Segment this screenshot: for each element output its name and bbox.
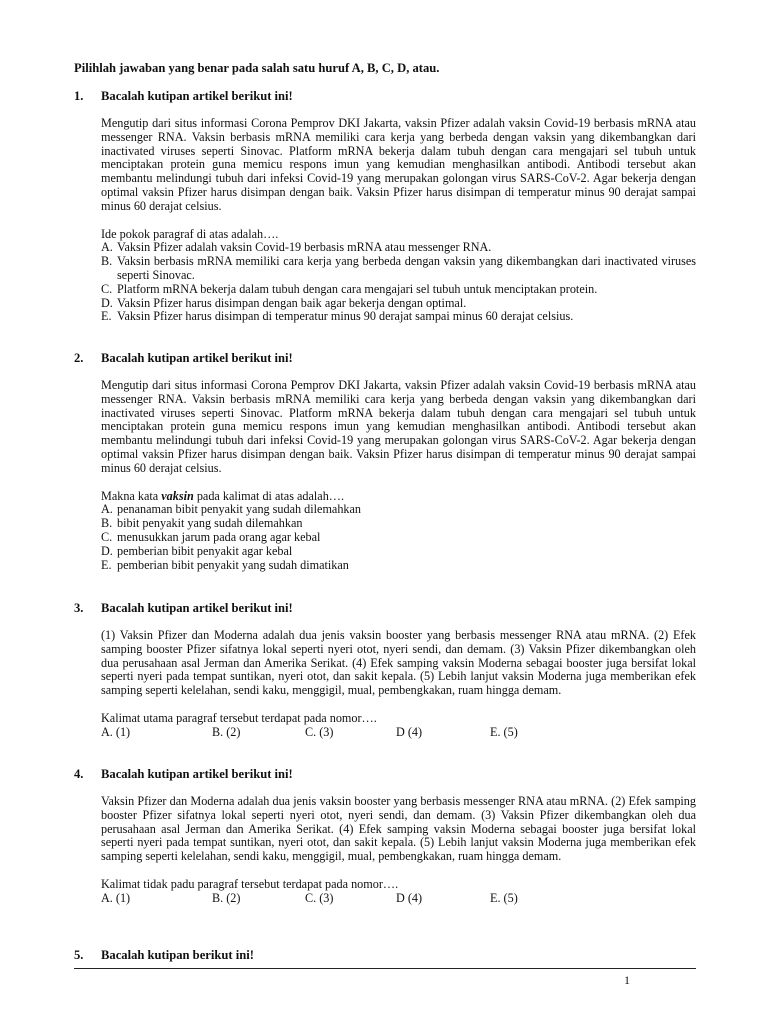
question-title: Bacalah kutipan artikel berikut ini! xyxy=(101,351,293,365)
question-number: 3. xyxy=(74,601,84,615)
footer-divider xyxy=(74,968,696,969)
question-4-heading xyxy=(74,767,696,782)
option-b[interactable]: B. (2) xyxy=(212,724,241,739)
question-4 xyxy=(74,767,696,906)
question-prompt: Kalimat utama paragraf tersebut terdapat pada nomor…. xyxy=(101,710,377,725)
option-b[interactable]: B. (2) xyxy=(212,890,241,905)
option-c[interactable]: C. (3) xyxy=(305,890,334,905)
option-a[interactable]: A. penanaman bibit penyakit yang sudah dilemahkan xyxy=(101,502,362,517)
option-e[interactable]: E. pemberian bibit penyakit yang sudah dimatikan xyxy=(101,557,349,572)
question-prompt: Makna kata vaksin pada kalimat di atas adalah…. xyxy=(101,488,345,503)
question-title: Bacalah kutipan berikut ini! xyxy=(101,948,254,962)
option-c[interactable]: C. menusukkan jarum pada orang agar kebal xyxy=(101,529,321,544)
option-b[interactable]: B. Vaksin berbasis mRNA memiliki cara kerja yang berbeda dengan vaksin yang dikembangkan dari inactivated viruses seperti Sinovac. xyxy=(101,254,696,282)
option-d[interactable]: D. pemberian bibit penyakit agar kebal xyxy=(101,543,293,558)
option-b[interactable]: B. bibit penyakit yang sudah dilemahkan xyxy=(101,516,303,531)
option-a[interactable]: A. (1) xyxy=(101,724,131,739)
highlighted-word: vaksin xyxy=(161,488,194,503)
options-list xyxy=(101,503,696,572)
question-number: 1. xyxy=(74,89,84,103)
option-c[interactable]: C. (3) xyxy=(305,724,334,739)
question-number: 2. xyxy=(74,351,84,365)
question-1 xyxy=(74,89,696,324)
passage: (1) Vaksin Pfizer dan Moderna adalah dua jenis vaksin booster yang berbasis messenger RNA atau mRNA. (2) Efek samping booster Pfizer sifatnya lokal seperti nyeri otot, nyeri sendi, dan demam. (3) Vaksin Pfizer dikembangkan oleh dua perusahaan asal Jerman dan Amerika Serikat. (4) Efek samping vaksin Moderna sebagai booster juga bersifat lokal seperti nyeri pada tempat suntikan, nyeri otot, dan sakit kepala. (5) Lebih lanjut vaksin Moderna juga memberikan efek samping seperti kelelahan, sendi kaku, menggigil, mual, pembengkakan, ruam hingga demam. xyxy=(101,628,696,698)
passage: Mengutip dari situs informasi Corona Pemprov DKI Jakarta, vaksin Pfizer adalah vaksin Covid-19 berbasis mRNA atau messenger RNA. Vaksin berbasis mRNA memiliki cara kerja yang berbeda dengan vaksin yang dikembangkan dari inactivated viruses seperti Sinovac. Platform mRNA bekerja dalam tubuh dengan cara mengajari sel tubuh untuk menciptakan protein guna memicu respons imun yang kemudian menghasilkan antibodi. Antibodi tersebut akan membantu melindungi tubuh dari infeksi Covid-19 yang merupakan golongan virus SARS-CoV-2. Agar bekerja dengan optimal vaksin Pfizer harus disimpan dengan baik. Vaksin Pfizer harus disimpan di temperatur minus 90 derajat sampai minus 60 derajat celsius. xyxy=(101,116,696,213)
question-title: Bacalah kutipan artikel berikut ini! xyxy=(101,601,293,615)
options-row xyxy=(101,726,696,740)
option-e[interactable]: E. Vaksin Pfizer harus disimpan di temperatur minus 90 derajat sampai minus 60 derajat celsius. xyxy=(101,309,574,324)
question-5 xyxy=(74,948,696,963)
instruction: Pilihlah jawaban yang benar pada salah satu huruf A, B, C, D, atau. xyxy=(74,61,440,75)
option-e[interactable]: E. (5) xyxy=(490,724,518,739)
question-number: 5. xyxy=(74,948,84,962)
option-d[interactable]: D. Vaksin Pfizer harus disimpan dengan baik agar bekerja dengan optimal. xyxy=(101,295,467,310)
passage: Mengutip dari situs informasi Corona Pemprov DKI Jakarta, vaksin Pfizer adalah vaksin Covid-19 berbasis mRNA atau messenger RNA. Vaksin berbasis mRNA memiliki cara kerja yang berbeda dengan vaksin yang dikembangkan dari inactivated viruses seperti Sinovac. Platform mRNA bekerja dalam tubuh dengan cara mengajari sel tubuh untuk menciptakan protein guna memicu respons imun yang kemudian menghasilkan antibodi. Antibodi tersebut akan membantu melindungi tubuh dari infeksi Covid-19 yang merupakan golongan virus SARS-CoV-2. Agar bekerja dengan optimal vaksin Pfizer harus disimpan dengan baik. Vaksin Pfizer harus disimpan di temperatur minus 90 derajat sampai minus 60 derajat celsius. xyxy=(101,378,696,475)
option-e[interactable]: E. (5) xyxy=(490,890,518,905)
question-1-heading xyxy=(74,89,696,104)
option-d[interactable]: D (4) xyxy=(396,890,423,905)
option-a[interactable]: A. Vaksin Pfizer adalah vaksin Covid-19 berbasis mRNA atau messenger RNA. xyxy=(101,240,492,255)
option-a[interactable]: A. (1) xyxy=(101,890,131,905)
question-3 xyxy=(74,601,696,740)
question-2-heading xyxy=(74,351,696,366)
question-prompt: Kalimat tidak padu paragraf tersebut terdapat pada nomor…. xyxy=(101,876,399,891)
question-3-heading xyxy=(74,601,696,616)
option-d[interactable]: D (4) xyxy=(396,724,423,739)
option-c[interactable]: C. Platform mRNA bekerja dalam tubuh dengan cara mengajari sel tubuh untuk menciptakan protein. xyxy=(101,281,598,296)
question-title: Bacalah kutipan artikel berikut ini! xyxy=(101,89,293,103)
question-5-heading xyxy=(74,948,696,963)
question-2 xyxy=(74,351,696,572)
question-title: Bacalah kutipan artikel berikut ini! xyxy=(101,767,293,781)
options-row xyxy=(101,892,696,906)
passage: Vaksin Pfizer dan Moderna adalah dua jenis vaksin booster yang berbasis messenger RNA atau mRNA. (2) Efek samping booster Pfizer sifatnya lokal seperti nyeri otot, nyeri sendi, dan demam. (3) Vaksin Pfizer dikembangkan oleh dua perusahaan asal Jerman dan Amerika Serikat. (4) Efek samping vaksin Moderna sebagai booster juga bersifat lokal seperti nyeri pada tempat suntikan, nyeri otot, dan sakit kepala. (5) Lebih lanjut vaksin Moderna juga memberikan efek samping seperti kelelahan, sendi kaku, menggigil, mual, pembengkakan, ruam hingga demam. xyxy=(101,794,696,864)
page-number: 1 xyxy=(624,973,630,987)
question-prompt: Ide pokok paragraf di atas adalah…. xyxy=(101,226,279,241)
question-number: 4. xyxy=(74,767,84,781)
options-list xyxy=(101,241,696,324)
